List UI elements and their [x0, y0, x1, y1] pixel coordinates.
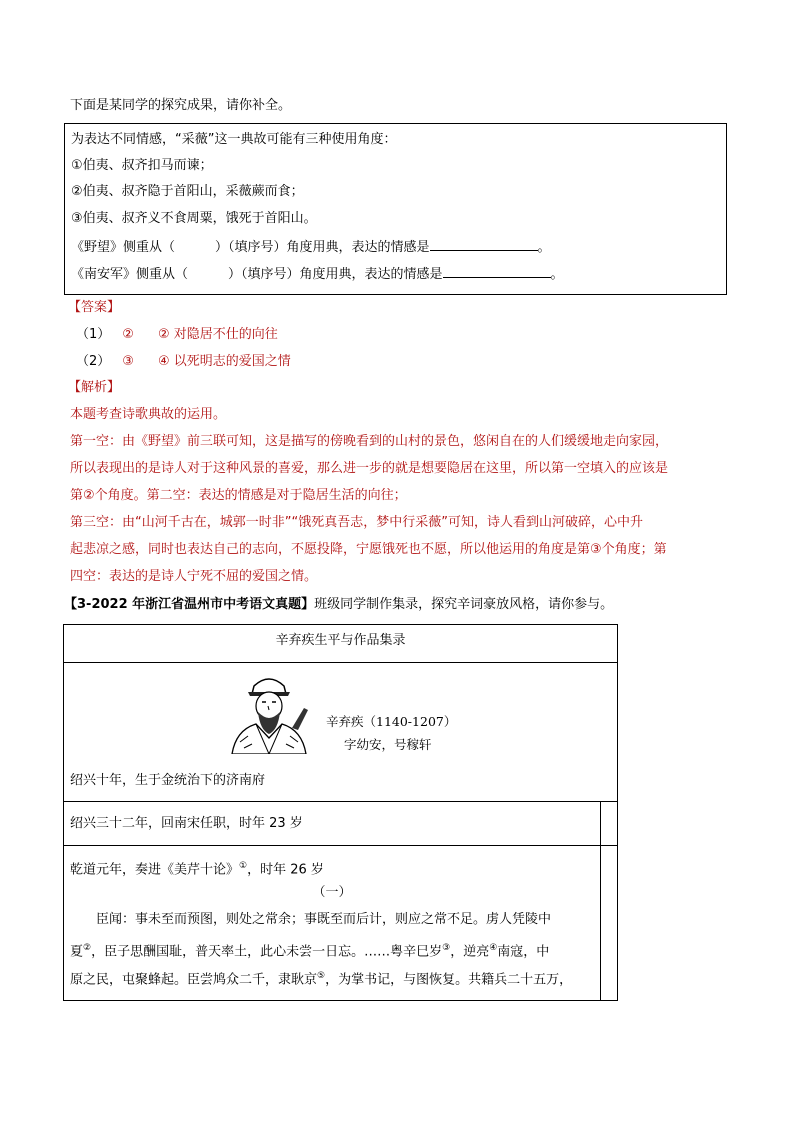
q1-middle: ）（填序号）角度用典，表达的情感是 — [215, 240, 430, 255]
option-3: ③伯夷、叔齐义不食周粟，饿死于首阳山。 — [71, 211, 317, 226]
answer-1-v2: ② 对隐居不仕的向往 — [157, 327, 278, 342]
q2-prefix: 《南安军》侧重从（ — [71, 267, 189, 282]
question-3-text: 班级同学制作集录，探究辛词豪放风格，请你参与。 — [314, 597, 614, 612]
row-3-text-a: 乾道元年，奏进《美芹十论》 — [70, 862, 240, 878]
table-row-1: 绍兴十年，生于金统治下的济南府 — [70, 773, 266, 788]
answer-2-v1: ③ — [122, 354, 134, 369]
option-2: ②伯夷、叔齐隐于首阳山，采薇蕨而食； — [71, 184, 304, 199]
q1-prefix: 《野望》侧重从（ — [71, 240, 176, 255]
memorial-2-c: ，逆亮 — [450, 944, 490, 960]
table-divider — [64, 662, 617, 663]
analysis-label: 【解析】 — [68, 380, 121, 395]
box-line-1: 为表达不同情感，“采薇”这一典故可能有三种使用角度： — [71, 132, 397, 147]
analysis-line-6: 起悲凉之感，同时也表达自己的志向，不愿投降，宁愿饿死也不愿，所以他运用的角度是第③个角度；第 — [70, 542, 667, 557]
analysis-line-2: 第一空：由《野望》前三联可知，这是描写的傍晚看到的山村的景色，悠闲自在的人们缓缓地走向家园， — [70, 434, 669, 449]
q2-blank — [443, 263, 551, 278]
table-row-2: 绍兴三十二年，回南宋任职，时年 23 岁 — [70, 816, 303, 831]
table-row-3-cell — [63, 845, 618, 1001]
q1-blank — [430, 236, 538, 251]
row-3-text-b: ，时年 26 岁 — [247, 862, 324, 878]
table-title: 辛弃疾生平与作品集录 — [275, 633, 406, 648]
answer-2-v2: ④ 以死明志的爱国之情 — [157, 354, 291, 369]
row-3-footnote: ① — [239, 861, 248, 871]
option-1: ①伯夷、叔齐扣马而谏； — [71, 158, 213, 173]
analysis-line-3: 所以表现出的是诗人对于这种风景的喜爱，那么进一步的就是想要隐居在这里，所以第一空填入的应该是 — [70, 461, 669, 476]
analysis-line-7: 四空：表达的是诗人宁死不屈的爱国之情。 — [70, 569, 318, 584]
footnote-2: ② — [83, 943, 92, 953]
question-1 — [71, 236, 551, 258]
memorial-3-b: ，为掌书记，与图恢复。共籍兵二十五万， — [325, 972, 573, 988]
answer-2 — [76, 352, 291, 372]
question-3-tag: 【3-2022 年浙江省温州市中考语文真题】 — [64, 597, 315, 612]
memorial-2-d: 南寇，中 — [497, 944, 550, 960]
memorial-2-a: 夏 — [70, 944, 84, 960]
analysis-line-5: 第三空：由“山河千古在，城郭一时非”“饿死真吾志，梦中行采薇”可知，诗人看到山河破碎，心中升 — [70, 515, 643, 530]
question-2 — [71, 263, 564, 285]
footnote-5: ⑤ — [317, 971, 326, 981]
memorial-2-b: ，臣子思酬国耻，普天率土，此心未尝一日忘。……粤辛巳岁 — [91, 944, 443, 960]
intro-text: 下面是某同学的探究成果，请你补全。 — [70, 98, 292, 113]
answer-1-num: （1） — [76, 327, 111, 342]
q1-end: 。 — [537, 240, 551, 255]
table-row-2-cell — [63, 801, 618, 846]
answer-1-v1: ② — [122, 327, 134, 342]
analysis-line-1: 本题考查诗歌典故的运用。 — [70, 407, 227, 422]
analysis-line-4: 第②个角度。第二空：表达的情感是对于隐居生活的向往； — [70, 488, 407, 503]
profile-table — [63, 624, 618, 802]
question-3-heading — [64, 595, 613, 615]
row-3-side-line — [600, 846, 601, 1000]
q2-end: 。 — [550, 267, 564, 282]
memorial-line-1: 臣闻：事未至而预图，则处之常余；事既至而后计，则应之常不足。虏人凭陵中 — [96, 912, 552, 927]
xin-qiji-portrait — [224, 668, 314, 754]
answer-1 — [76, 325, 278, 345]
memorial-line-2 — [70, 938, 549, 962]
answer-label: 【答案】 — [68, 300, 121, 315]
memorial-3-a: 原之民，屯聚蜂起。臣尝鸠众二千，隶耿京 — [70, 972, 318, 988]
portrait-name: 辛弃疾（1140-1207） — [326, 714, 457, 729]
footnote-4: ④ — [489, 943, 498, 953]
section-marker: （一） — [312, 885, 352, 900]
row-2-side-line — [600, 802, 601, 845]
answer-2-num: （2） — [76, 354, 111, 369]
memorial-line-3 — [70, 966, 572, 990]
table-row-3 — [70, 856, 324, 880]
question-box — [64, 123, 727, 295]
portrait-subtitle: 字幼安，号稼轩 — [344, 737, 432, 752]
q2-middle: ）（填序号）角度用典，表达的情感是 — [228, 267, 443, 282]
footnote-3: ③ — [442, 943, 451, 953]
